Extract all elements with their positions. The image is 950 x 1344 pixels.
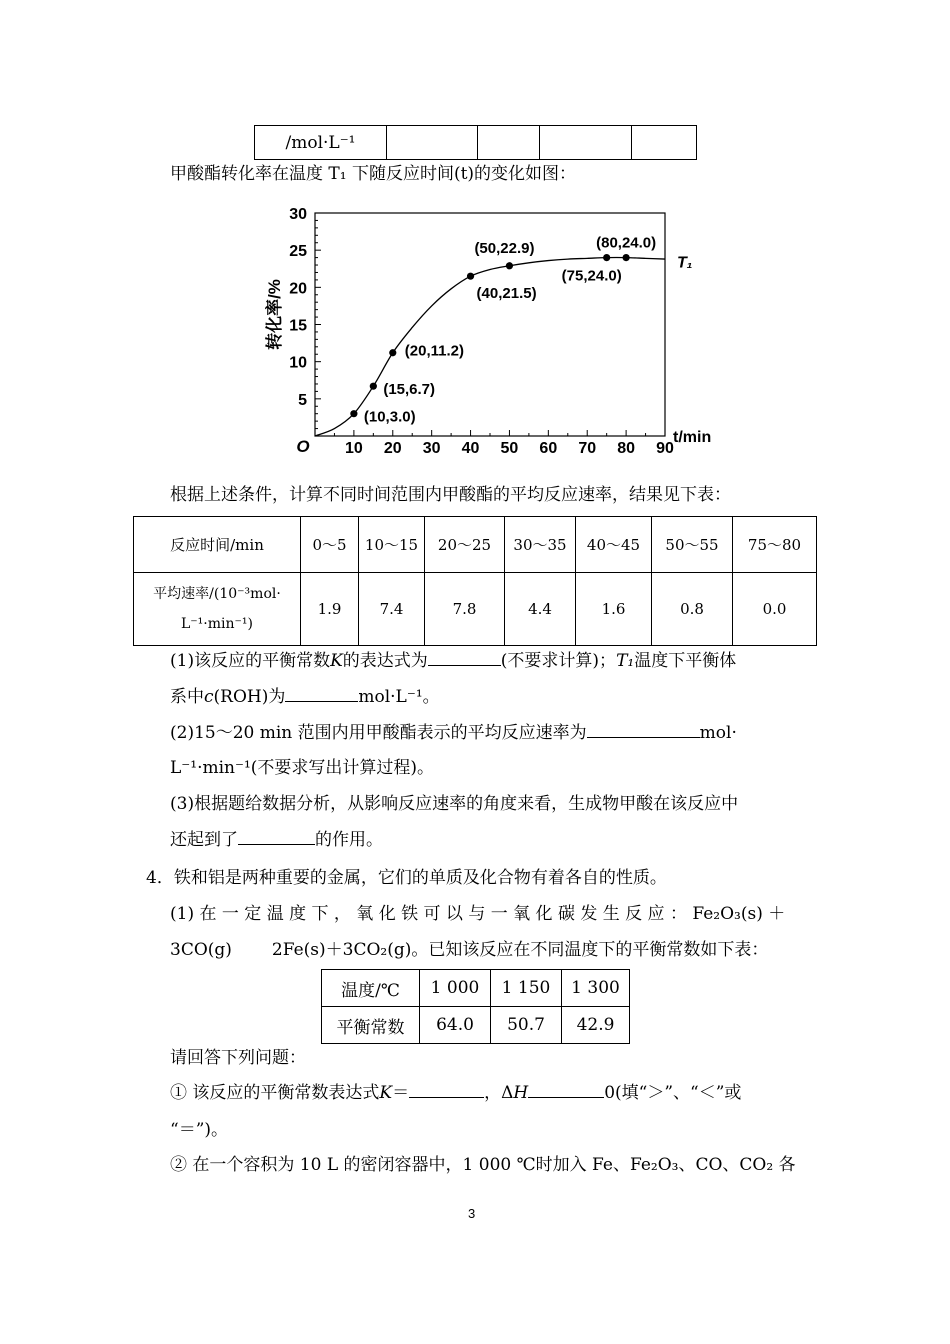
data-point-label: (80,24.0) [596,234,657,252]
answer-blank[interactable] [528,1081,604,1098]
page-number: 3 [468,1206,476,1221]
x-tick-label: 40 [461,440,480,453]
range-cell: 10～15 [359,517,425,573]
rate-header-line2: L⁻¹·min⁻¹) [181,616,253,632]
range-cell: 50～55 [652,517,733,573]
data-point [467,273,474,280]
q2-line1: (2)15～20 min 范围内用甲酸酯表示的平均反应速率为 mol· [170,723,737,743]
y-tick-label: 20 [289,280,307,298]
rate-cell: 1.6 [576,573,652,646]
eq-header-temp: 温度/℃ [322,970,420,1007]
answer-blank[interactable] [238,828,315,845]
data-point-label: (40,21.5) [476,285,537,303]
data-point-label: (50,22.9) [474,239,535,257]
y-tick-label: 25 [289,243,307,261]
temp-cell: 1 150 [491,970,562,1007]
answer-blank[interactable] [587,721,700,738]
data-point [389,349,396,356]
answer-blank[interactable] [428,649,501,666]
empty-cell [387,126,478,160]
rate-table-header-time: 反应时间/min [134,517,301,573]
unit-cell: /mol·L⁻¹ [255,126,387,160]
rate-intro: 根据上述条件，计算不同时间范围内甲酸酯的平均反应速率，结果见下表： [170,485,731,505]
empty-cell [478,126,540,160]
temp-cell: 1 000 [420,970,491,1007]
rate-cell: 4.4 [505,573,576,646]
q1-line2: 系中c(ROH)为 mol·L⁻¹。 [170,687,440,707]
x-tick-label: 50 [500,440,519,453]
k-cell: 50.7 [491,1007,562,1044]
empty-cell [632,126,697,160]
y-axis-label: 转化率/% [265,279,284,350]
data-point [350,410,357,417]
series-label: T₁ [677,254,693,272]
temp-cell: 1 300 [562,970,630,1007]
q4-p1-line2: 3CO(g) 2Fe(s)＋3CO₂(g)。已知该反应在不同温度下的平衡常数如下表： [170,940,769,960]
answer-blank[interactable] [409,1081,484,1098]
q1-line1: (1)该反应的平衡常数K的表达式为 (不要求计算)；T₁温度下平衡体 [170,651,737,671]
y-tick-label: 10 [289,354,307,372]
data-point [370,383,377,390]
q4-i-line2: “＝”)。 [170,1120,229,1140]
chart-intro: 甲酸酯转化率在温度 T₁ 下随反应时间(t)的变化如图： [170,164,577,184]
x-tick-label: 10 [344,440,363,453]
y-tick-label: 30 [289,208,307,223]
conversion-chart [260,208,720,453]
rate-cell: 0.8 [652,573,733,646]
empty-cell [540,126,632,160]
top-table [254,125,697,160]
range-cell: 20～25 [425,517,505,573]
rate-cell: 7.8 [425,573,505,646]
range-cell: 75～80 [733,517,817,573]
q4-title: 4．铁和铝是两种重要的金属，它们的单质及化合物有着各自的性质。 [146,868,667,888]
data-point-label: (75,24.0) [561,267,622,285]
eq-header-k: 平衡常数 [322,1007,420,1044]
range-cell: 40～45 [576,517,652,573]
y-tick-label: 5 [298,391,307,409]
x-tick-label: 20 [383,440,402,453]
rate-cell: 7.4 [359,573,425,646]
q4-p1-line1: (1) 在 一 定 温 度 下 ， 氧 化 铁 可 以 与 一 氧 化 碳 发 生 反 应 ： Fe₂O₃(s) ＋ [170,904,786,924]
data-point [623,254,630,261]
x-tick-label: 90 [656,440,674,453]
q4-ask: 请回答下列问题： [170,1048,306,1068]
y-tick-label: 15 [289,317,307,335]
data-point [506,262,513,269]
data-point [603,254,610,261]
q3-line1: (3)根据题给数据分析，从影响反应速率的角度来看，生成物甲酸在该反应中 [170,794,739,814]
rate-header-line1: 平均速率/(10⁻³mol· [153,586,281,602]
x-tick-label: 70 [578,440,597,453]
rate-cell: 1.9 [301,573,359,646]
q3-line2: 还起到了 的作用。 [170,830,383,850]
data-point-label: (20,11.2) [404,342,464,360]
q4-i-line1: ① 该反应的平衡常数表达式K＝ ，ΔH 0(填“＞”、“＜”或 [170,1083,742,1103]
rate-table [133,516,817,646]
x-tick-label: 60 [539,440,558,453]
x-tick-label: 80 [617,440,636,453]
origin-label: O [296,437,310,453]
rate-table-header-rate [134,573,301,646]
data-point-label: (10,3.0) [363,408,416,426]
range-cell: 0～5 [301,517,359,573]
range-cell: 30～35 [505,517,576,573]
q2-line2: L⁻¹·min⁻¹(不要求写出计算过程)。 [170,758,435,778]
data-point-label: (15,6.7) [383,381,436,399]
q4-ii-line1: ② 在一个容积为 10 L 的密闭容器中，1 000 ℃时加入 Fe、Fe₂O₃、CO、CO₂ 各 [170,1155,796,1175]
rate-cell: 0.0 [733,573,817,646]
x-axis-label: t/min [673,429,712,446]
k-cell: 64.0 [420,1007,491,1044]
equilibrium-table [321,969,630,1044]
x-tick-label: 30 [422,440,441,453]
answer-blank[interactable] [285,685,358,702]
k-cell: 42.9 [562,1007,630,1044]
